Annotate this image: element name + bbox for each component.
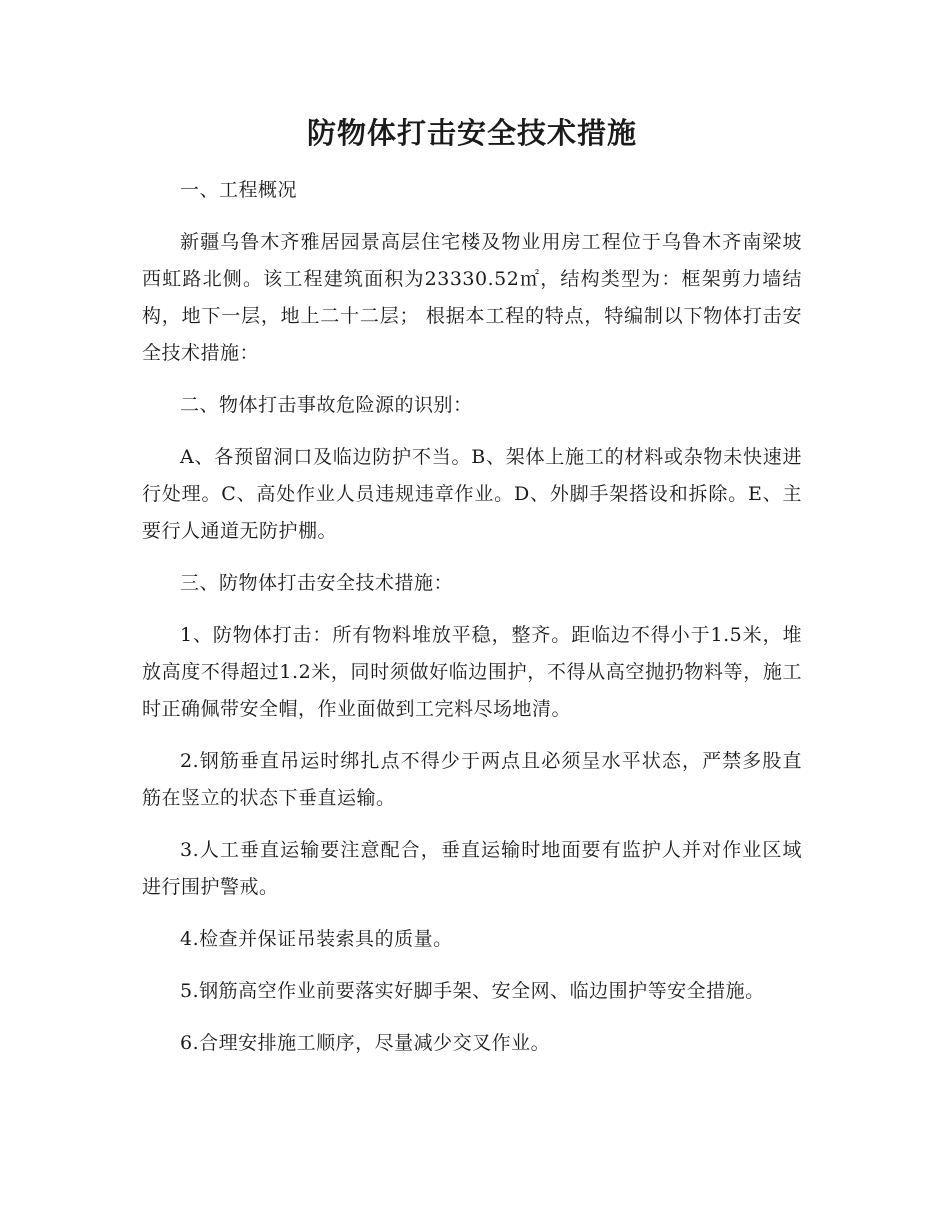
measure-item-1: 1、防物体打击：所有物料堆放平稳，整齐。距临边不得小于1.5米，堆放高度不得超过1.2米，同时须做好临边围护，不得从高空抛扔物料等，施工时正确佩带安全帽，作业面做到工完料尽场地清。 xyxy=(142,624,802,720)
measure-item-4: 4.检查并保证吊装索具的质量。 xyxy=(180,928,453,950)
measure-item-6: 6.合理安排施工顺序，尽量减少交叉作业。 xyxy=(180,1032,551,1054)
document-page xyxy=(142,112,802,1077)
paragraph-overview: 新疆乌鲁木齐雅居园景高层住宅楼及物业用房工程位于乌鲁木齐南梁坡西虹路北侧。该工程建筑面积为23330.52㎡，结构类型为：框架剪力墙结构，地下一层，地上二十二层； 根据本工程的特点，特编制以下物体打击安全技术措施： xyxy=(142,231,802,364)
section-heading-overview: 一、工程概况 xyxy=(180,179,298,201)
section-heading-hazards: 二、物体打击事故危险源的识别： xyxy=(180,394,473,416)
paragraph-hazards: A、各预留洞口及临边防护不当。B、架体上施工的材料或杂物未快速进行处理。C、高处作业人员违规违章作业。D、外脚手架搭设和拆除。E、主要行人通道无防护棚。 xyxy=(142,446,802,542)
measure-item-5: 5.钢筋高空作业前要落实好脚手架、安全网、临边围护等安全措施。 xyxy=(180,980,765,1002)
section-heading-measures: 三、防物体打击安全技术措施： xyxy=(180,572,454,594)
document-title: 防物体打击安全技术措施 xyxy=(306,116,637,150)
measure-item-3: 3.人工垂直运输要注意配合，垂直运输时地面要有监护人并对作业区域进行围护警戒。 xyxy=(142,839,802,898)
measure-item-2: 2.钢筋垂直吊运时绑扎点不得少于两点且必须呈水平状态，严禁多股直筋在竖立的状态下垂直运输。 xyxy=(142,750,802,809)
